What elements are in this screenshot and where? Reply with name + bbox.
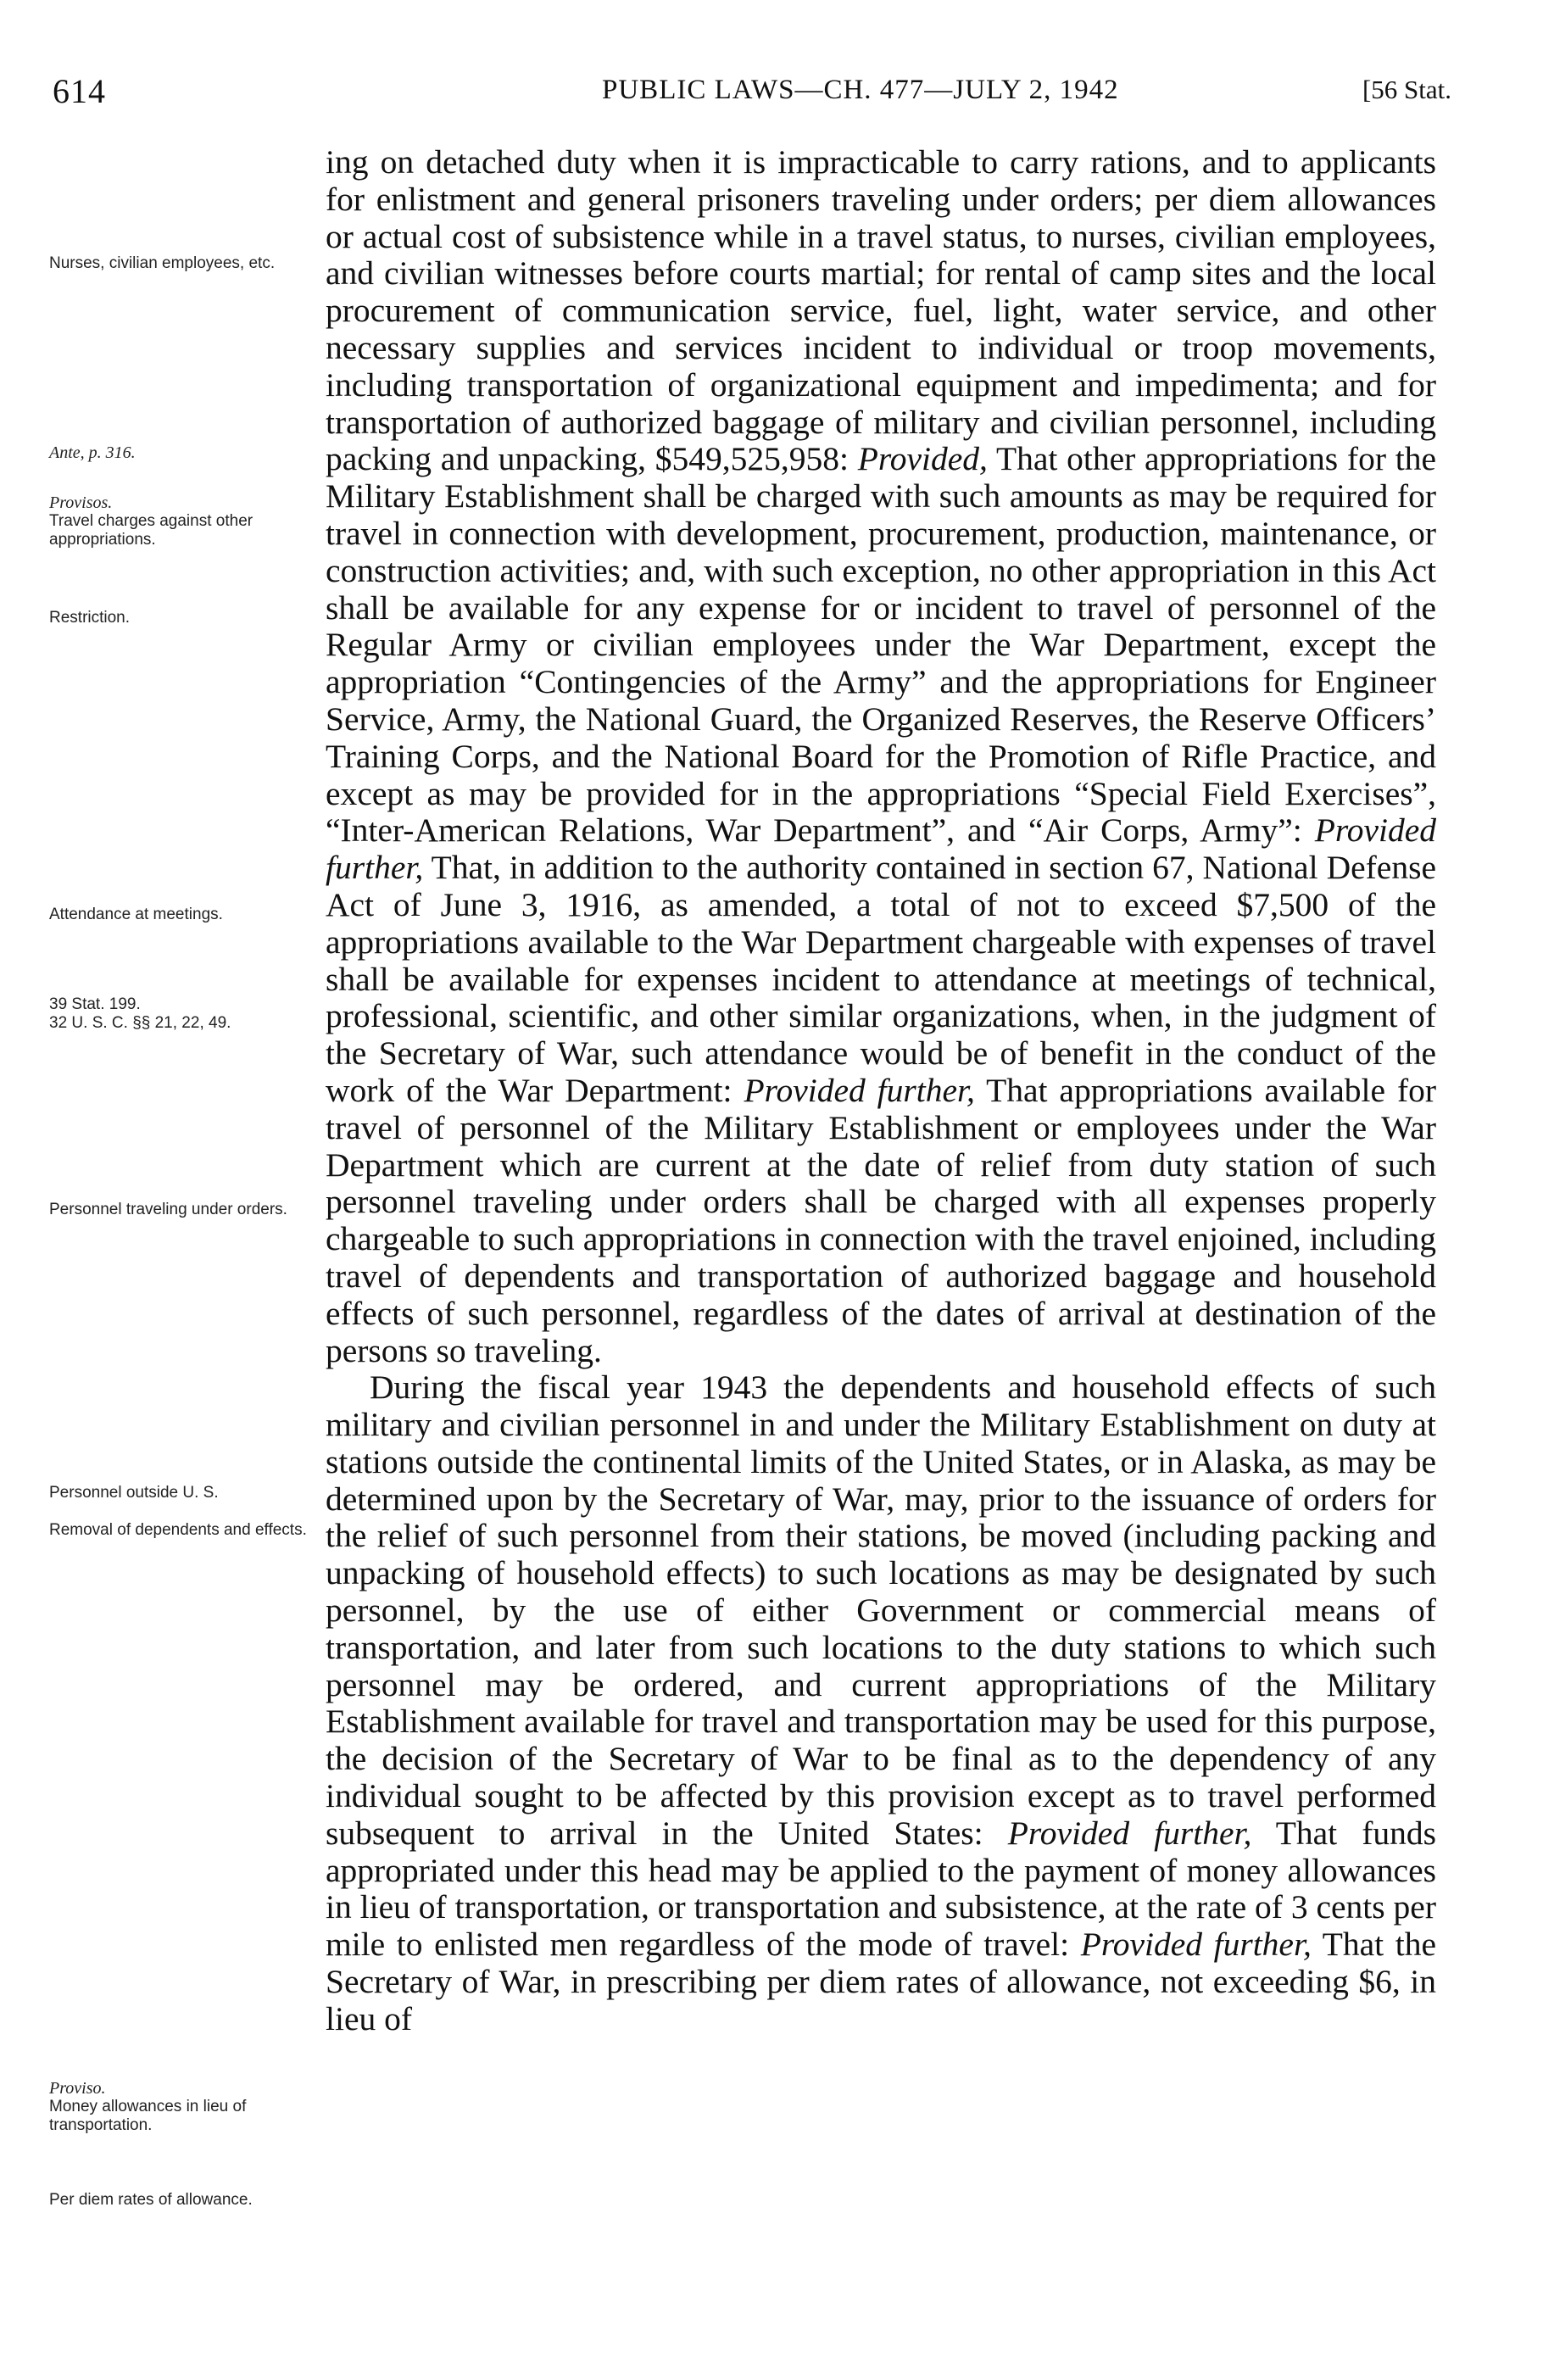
page-number: 614 — [53, 72, 106, 110]
margin-note-ante: Ante, p. 316. — [49, 443, 136, 462]
paragraph-travel-appropriations: ing on detached duty when it is impracticable to carry rations, and to applicants for enlistment and general prisoners traveling under orders; per diem allowances or actual cost of subsistence while in a travel status, to nurses, civilian employees, and civilian witnesses before courts martial; for rental of camp sites and the local procurement of communication service, fuel, light, water service, and other necessary supplies and services incident to individual or troop movements, including transportation of organizational equipment and impedimenta; and for transportation of authorized baggage of military and civilian personnel, including packing and unpacking, $549,525,958: Provided, That other appropriations for the Military Establishment shall be charged with such amounts as may be required for travel in connection with development, procurement, production, maintenance, or construction activities; and, with such exception, no other appropriation in this Act shall be available for any expense for or incident to travel of personnel of the Regular Army or civilian employees under the War Department, except the appropriation “Contingencies of the Army” and the appropriations for Engineer Service, Army, the National Guard, the Organized Reserves, the Reserve Officers’ Training Corps, and the National Board for the Promotion of Rifle Practice, and except as may be provided for in the appropriations “Special Field Exercises”, “Inter-American Relations, War Department”, and “Air Corps, Army”: Provided further, That, in addition to the authority contained in section 67, National Defense Act of June 3, 1916, as amended, a total of not to exceed $7,500 of the appropriations available to the War Department chargeable with expenses of travel shall be available for expenses incident to attendance at meetings of technical, professional, scientific, and other similar organizations, when, in the judgment of the Secretary of War, such attendance would be of benefit in the conduct of the work of the War Department: Provided further, That appropriations available for travel of personnel of the Military Establishment or employees under the War Department which are current at the date of relief from duty station of such personnel traveling under orders shall be charged with all expenses properly chargeable to such appropriations in connection with the travel enjoined, including travel of dependents and transportation of authorized baggage and household effects of such personnel, regardless of the dates of arrival at destination of the persons so traveling. — [326, 143, 1437, 1369]
margin-note-nurses: Nurses, civilian employees, etc. — [49, 254, 276, 272]
volume-reference: [56 Stat. — [1362, 75, 1451, 104]
margin-note-personnel-traveling: Personnel traveling under orders. — [49, 1201, 287, 1218]
margin-note-stat-citation: 39 Stat. 199. — [49, 995, 141, 1013]
margin-note-per-diem: Per diem rates of allowance. — [49, 2191, 253, 2209]
margin-note-removal: Removal of dependents and effects. — [49, 1521, 307, 1539]
margin-note-personnel-outside: Personnel outside U. S. — [49, 1484, 219, 1502]
paragraph-dependents-outside-us: During the fiscal year 1943 the dependents and household effects of such military and civilian personnel in and under the Military Establishment on duty at stations outside the continental limits of the United States, or in Alaska, as may be determined upon by the Secretary of War, may, prior to the issuance of orders for the relief of such personnel from their stations, be moved (including packing and unpacking of household effects) to such locations as may be designated by such personnel, by the use of either Government or commercial means of transportation, and later from such locations to the duty stations to which such personnel may be ordered, and current appropriations of the Military Establishment available for travel and transportation may be used for this purpose, the decision of the Secretary of War to be final as to the dependency of any individual sought to be affected by this provision except as to travel performed subsequent to arrival in the United States: Provided further, That funds appropriated under this head may be applied to the payment of money allowances in lieu of transportation, or transportation and subsistence, at the rate of 3 cents per mile to enlisted men regardless of the mode of travel: Provided further, That the Secretary of War, in prescribing per diem rates of allowance, not exceeding $6, in lieu of — [326, 1368, 1437, 2037]
margin-note-provisos: Provisos. — [49, 493, 113, 512]
running-title: PUBLIC LAWS—CH. 477—JULY 2, 1942 — [602, 75, 1119, 105]
margin-note-restriction: Restriction. — [49, 609, 131, 627]
page-header — [53, 71, 1451, 114]
margin-note-attendance: Attendance at meetings. — [49, 906, 223, 923]
margin-note-usc-citation: 32 U. S. C. §§ 21, 22, 49. — [49, 1014, 231, 1032]
margin-note-money-allowances: Money allowances in lieu of transportation. — [49, 2098, 247, 2134]
margin-note-proviso: Proviso. — [49, 2079, 106, 2098]
statute-body — [326, 144, 1436, 2038]
margin-note-travel-charges: Travel charges against other appropriations. — [49, 512, 253, 549]
